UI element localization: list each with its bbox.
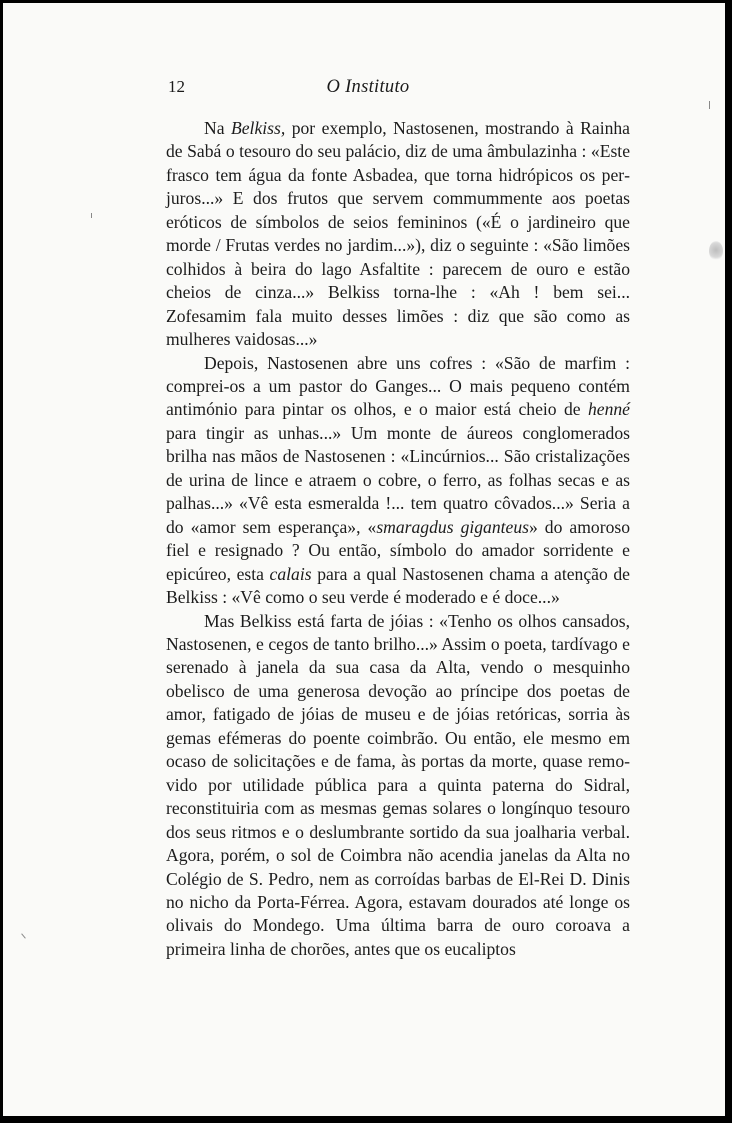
italic-text: smaragdus giganteus (376, 516, 529, 537)
text-run: para a qual Nastosenen chama a atenção de Belkiss : «Vê como o seu verde é moderado e é doce...» (166, 563, 630, 608)
paragraph (166, 117, 630, 352)
text-run: Depois, Nastosenen abre uns cofres : «São de marfim : comprei-os a um pastor do Ganges... O mais pequeno contém antimónio para pintar os olhos, e o maior está cheio de (166, 352, 630, 420)
paper-mark (21, 933, 26, 938)
italic-text: henné (587, 399, 630, 420)
body-text (166, 117, 630, 961)
page-header (168, 77, 568, 99)
text-run: para tingir as unhas...» Um monte de áureos conglomerados brilha nas mãos de Nastosenen : «Lincúrnios... São cristalizações de urina de lince e atraem o cobre, o ferro, as folhas secas e as palhas...» «Vê esta esmeralda !... tem quatro côvados...» Seria a do «amor sem esperança», « (166, 422, 630, 537)
paper-mark (91, 213, 92, 218)
paragraph (166, 352, 630, 610)
paragraph (166, 610, 630, 962)
text-run: por exemplo, Nastosenen, mostrando à Rainha de Sabá o tesouro do seu palácio, diz de uma âmbulazinha : «Este frasco tem água da fonte Asbadea, que torna hidrópicos os perjuros...» E dos frutos que servem commummente aos poetas eróticos de símbolos de seios femininos («É o jardineiro que morde / Frutas verdes no jardim...»), diz o seguinte : «São limões colhidos à beira do lago Asfaltite : parecem de ouro e estão cheios de cinza...» Belkiss torna-lhe : «Ah ! bem sei... Zofesamim fala muito desses limões : diz que são como as mulheres vaidosas...» (166, 118, 630, 350)
paper-mark (709, 101, 710, 109)
page-number: 12 (168, 77, 185, 96)
paper-stain (709, 241, 723, 261)
running-title: O Instituto (326, 77, 410, 97)
book-page (3, 3, 727, 1116)
italic-text: calais (269, 563, 312, 584)
italic-text: Belkiss, (231, 118, 286, 138)
text-run: » do amoroso fiel e resignado ? Ou então, símbolo do amador sorridente e epicúreo, esta (166, 516, 631, 584)
text-run: Mas Belkiss está farta de jóias : «Tenho os olhos cansados, Nastosenen, e cegos de tanto brilho...» Assim o poeta, tardívago e serenado à janela da sua casa da Alta, vendo o mesquinho obelisco de uma generosa devoção ao príncipe dos poetas de amor, fatigado de jóias de museu e de jóias retóricas, sorria às gemas efémeras do poente coimbrão. Ou então, ele mesmo em ocaso de solicitações e de fama, às portas da morte, quase removido por utilidade pública para a quinta paterna do Sidral, reconstituiria com as mesmas gemas solares o longínquo tesouro dos seus ritmos e o deslumbrante sortido da sua joalharia verbal. Agora, porém, o sol de Coimbra não acendia janelas da Alta no Colégio de S. Pedro, nem as corroídas barbas de El-Rei D. Dinis no nicho da Porta-Férrea. Agora, estavam dourados até longe os olivais do Mondego. Uma última barra de ouro coroava a primeira linha de chorões, antes que os eucaliptos (166, 610, 630, 959)
text-run: Na (204, 118, 231, 138)
